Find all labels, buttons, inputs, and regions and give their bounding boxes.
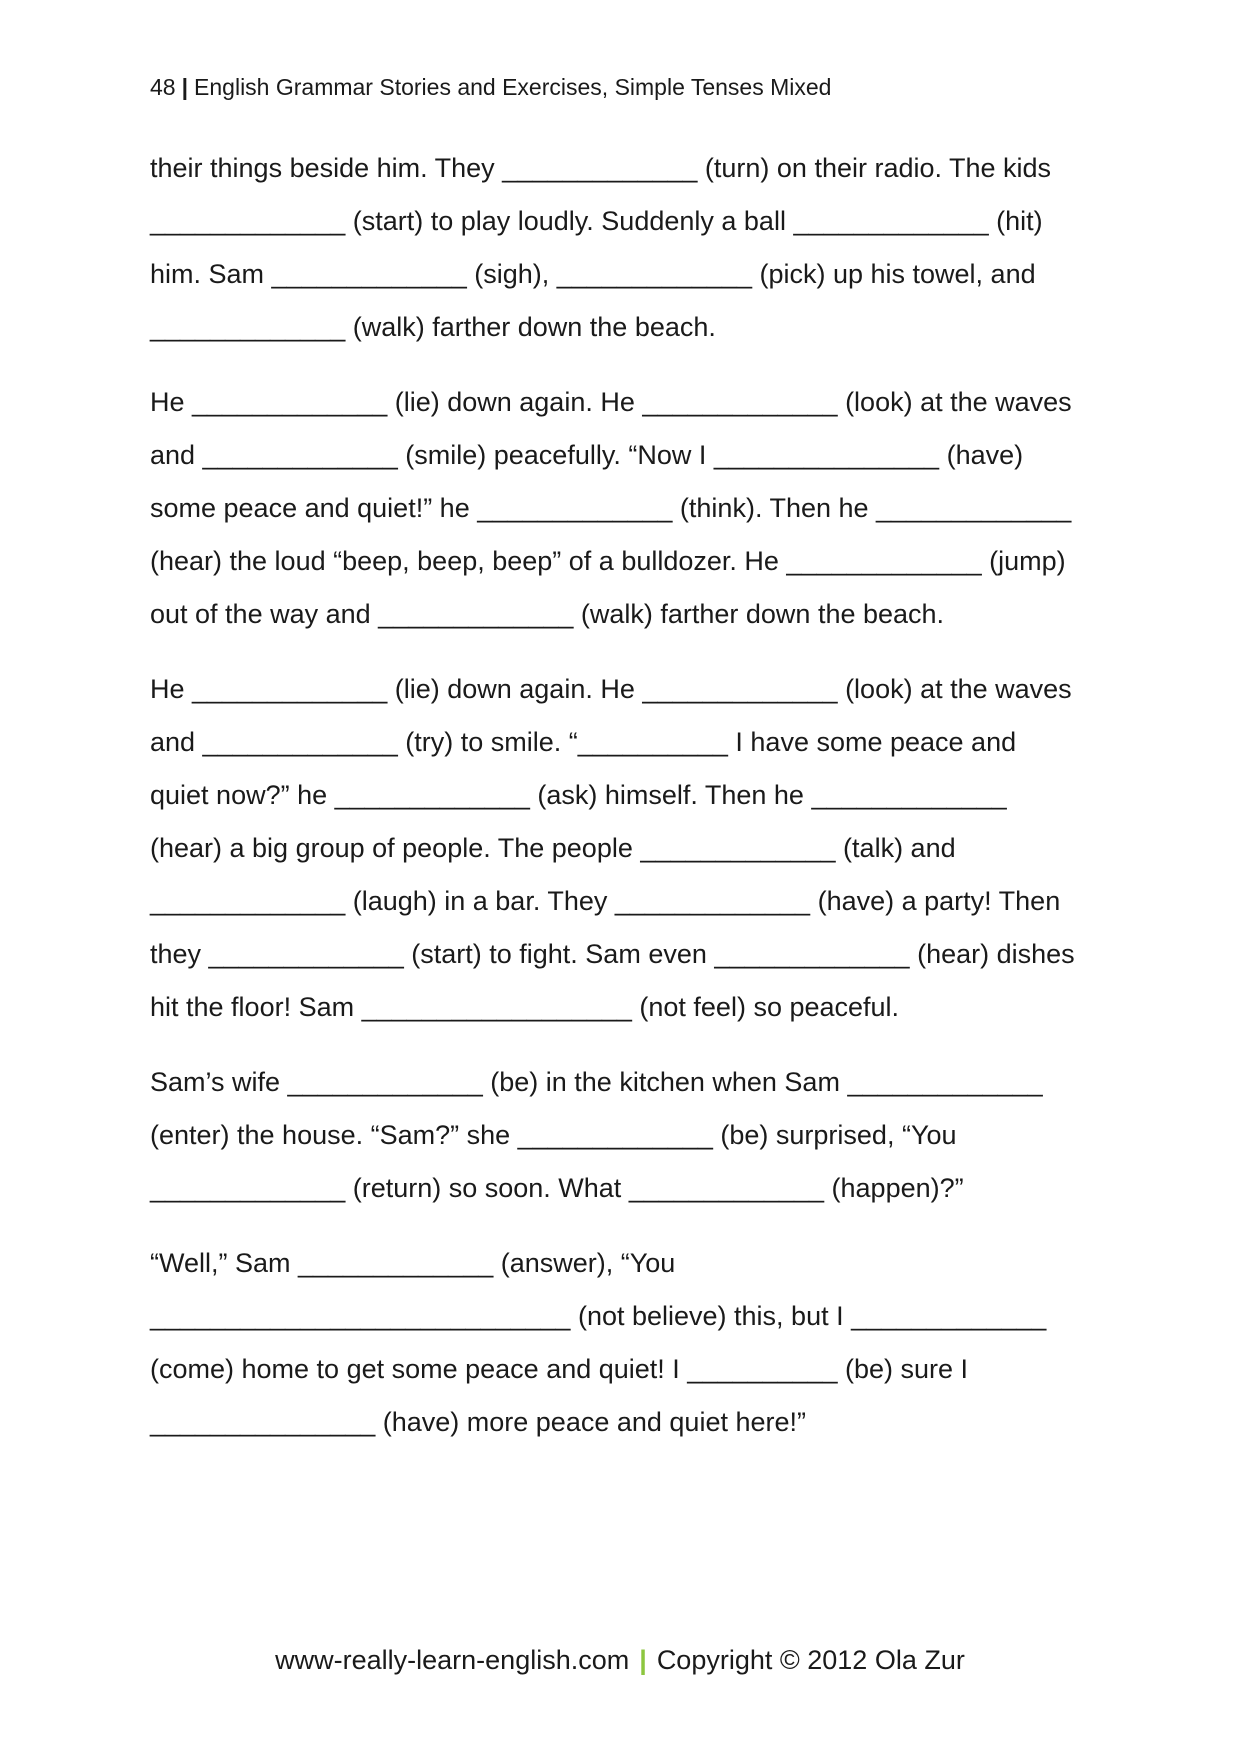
text-line: some peace and quiet!” he _____________ (think). Then he _____________ — [150, 493, 1072, 523]
text-line: and _____________ (smile) peacefully. “Now I _______________ (have) — [150, 440, 1024, 470]
text-line: (enter) the house. “Sam?” she _____________ (be) surprised, “You — [150, 1120, 957, 1150]
header-separator: | — [181, 74, 189, 100]
page-number: 48 — [150, 74, 176, 100]
paragraph-1 — [150, 142, 1110, 354]
text-line: _____________ (laugh) in a bar. They _____________ (have) a party! Then — [150, 886, 1061, 916]
text-line: (come) home to get some peace and quiet! I __________ (be) sure I — [150, 1354, 969, 1384]
book-title: English Grammar Stories and Exercises, Simple Tenses Mixed — [194, 74, 832, 100]
paragraph-4 — [150, 1056, 1110, 1215]
copyright-notice: Copyright © 2012 Ola Zur — [656, 1645, 965, 1675]
text-line: out of the way and _____________ (walk) farther down the beach. — [150, 599, 945, 629]
text-line: “Well,” Sam _____________ (answer), “You — [150, 1248, 676, 1278]
paragraph-3 — [150, 663, 1110, 1034]
text-line: quiet now?” he _____________ (ask) himself. Then he _____________ — [150, 780, 1007, 810]
website-link[interactable]: www-really-learn-english.com — [275, 1645, 630, 1675]
text-line: (hear) a big group of people. The people _____________ (talk) and — [150, 833, 956, 863]
page-header — [150, 74, 831, 101]
text-line: ____________________________ (not believe) this, but I _____________ — [150, 1301, 1047, 1331]
text-line: and _____________ (try) to smile. “__________ I have some peace and — [150, 727, 1017, 757]
story-exercise — [150, 142, 1110, 1471]
text-line: He _____________ (lie) down again. He _____________ (look) at the waves — [150, 387, 1072, 417]
text-line: (hear) the loud “beep, beep, beep” of a bulldozer. He _____________ (jump) — [150, 546, 1066, 576]
paragraph-5 — [150, 1237, 1110, 1449]
text-line: _______________ (have) more peace and quiet here!” — [150, 1407, 806, 1437]
footer-separator: | — [639, 1645, 647, 1675]
text-line: him. Sam _____________ (sigh), _____________ (pick) up his towel, and — [150, 259, 1036, 289]
text-line: _____________ (return) so soon. What _____________ (happen)?” — [150, 1173, 964, 1203]
text-line: their things beside him. They _____________ (turn) on their radio. The kids — [150, 153, 1052, 183]
text-line: they _____________ (start) to fight. Sam even _____________ (hear) dishes — [150, 939, 1075, 969]
page-footer — [0, 1645, 1240, 1676]
text-line: He _____________ (lie) down again. He _____________ (look) at the waves — [150, 674, 1072, 704]
paragraph-2 — [150, 376, 1110, 641]
text-line: _____________ (walk) farther down the beach. — [150, 312, 716, 342]
text-line: hit the floor! Sam __________________ (not feel) so peaceful. — [150, 992, 900, 1022]
text-line: _____________ (start) to play loudly. Suddenly a ball _____________ (hit) — [150, 206, 1043, 236]
text-line: Sam’s wife _____________ (be) in the kitchen when Sam _____________ — [150, 1067, 1043, 1097]
